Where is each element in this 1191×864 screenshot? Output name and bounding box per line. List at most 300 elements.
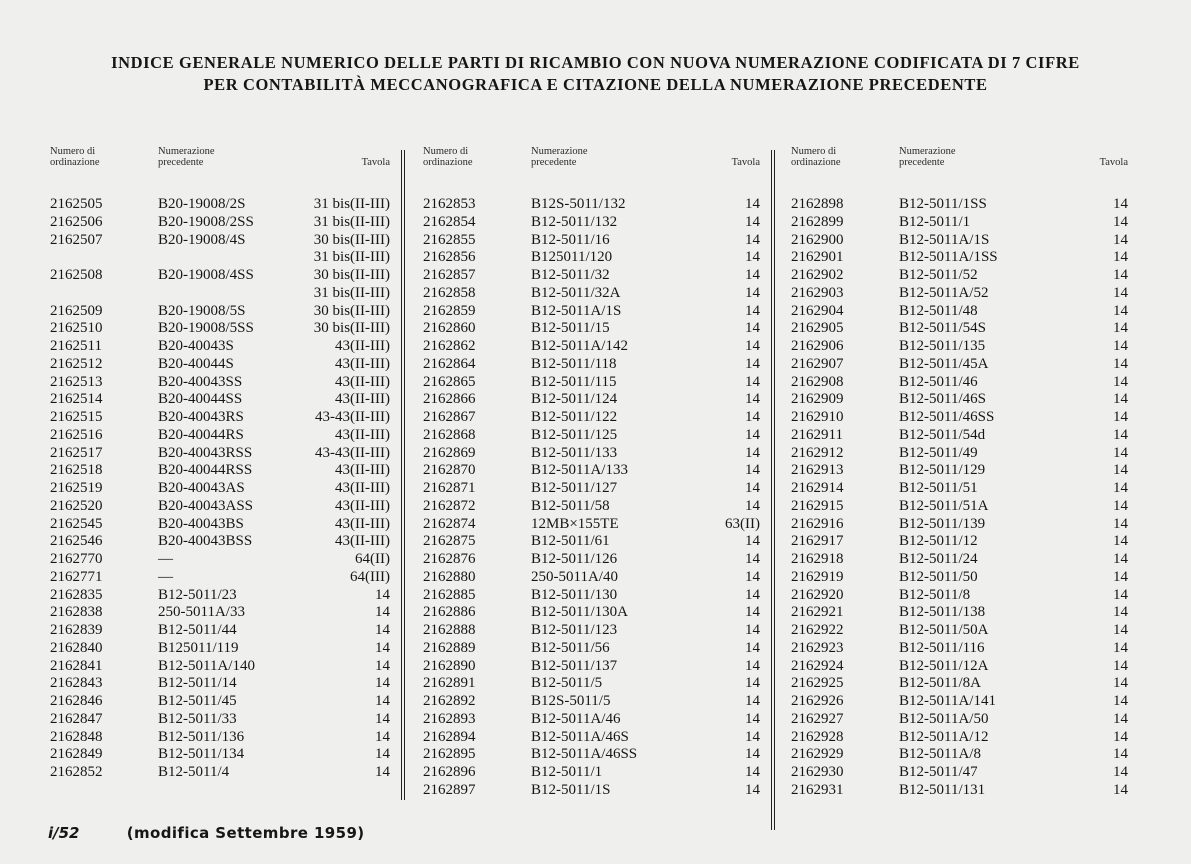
tavola-value: 30 bis(II-III) bbox=[313, 231, 390, 248]
table-row bbox=[423, 232, 760, 250]
order-number: 2162856 bbox=[423, 249, 476, 266]
previous-number: B20-40044SS bbox=[158, 391, 243, 408]
tavola-value: 14 bbox=[745, 586, 760, 603]
order-number: 2162917 bbox=[791, 533, 844, 550]
previous-number: B12-5011/58 bbox=[531, 497, 610, 514]
tavola-value: 14 bbox=[745, 444, 760, 461]
table-row bbox=[50, 409, 390, 427]
order-number: 2162507 bbox=[50, 231, 103, 248]
previous-number: B12-5011/50A bbox=[899, 622, 989, 638]
tavola-value: 14 bbox=[375, 657, 390, 674]
tavola-value: 14 bbox=[745, 622, 760, 638]
order-number: 2162885 bbox=[423, 586, 476, 603]
tavola-value: 14 bbox=[745, 426, 760, 443]
order-number: 2162508 bbox=[50, 267, 103, 283]
table-row bbox=[791, 711, 1128, 729]
tavola-value: 43-43(II-III) bbox=[315, 444, 390, 461]
table-row bbox=[423, 569, 760, 587]
order-number: 2162906 bbox=[791, 338, 844, 354]
tavola-value: 14 bbox=[1113, 710, 1128, 727]
order-number: 2162875 bbox=[423, 533, 476, 550]
previous-number: B20-40043SS bbox=[158, 373, 243, 390]
tavola-value: 64(II) bbox=[355, 551, 390, 567]
previous-number: B12-5011/123 bbox=[531, 622, 618, 638]
order-number: 2162925 bbox=[791, 675, 844, 692]
order-number: 2162771 bbox=[50, 568, 103, 585]
column-divider bbox=[771, 150, 775, 830]
previous-number: B12-5011/61 bbox=[531, 533, 610, 550]
tavola-value: 43(II-III) bbox=[335, 480, 390, 496]
previous-number: B20-40043BS bbox=[158, 515, 244, 532]
previous-number: B12-5011/116 bbox=[899, 639, 985, 656]
tavola-value: 14 bbox=[745, 781, 760, 798]
tavola-value: 14 bbox=[1113, 657, 1128, 674]
table-row bbox=[50, 320, 390, 338]
tavola-value: 30 bis(II-III) bbox=[313, 267, 390, 283]
table-row bbox=[50, 249, 390, 267]
order-number: 2162864 bbox=[423, 355, 476, 372]
previous-number: B12-5011/12 bbox=[899, 533, 978, 550]
order-number: 2162891 bbox=[423, 675, 476, 692]
order-number: 2162847 bbox=[50, 710, 103, 727]
table-row bbox=[50, 303, 390, 321]
tavola-value: 14 bbox=[745, 604, 760, 621]
tavola-value: 14 bbox=[1113, 497, 1128, 514]
order-number: 2162868 bbox=[423, 426, 476, 443]
previous-number: B20-19008/4SS bbox=[158, 267, 254, 283]
previous-number: B12-5011/8 bbox=[899, 586, 971, 603]
order-number: 2162910 bbox=[791, 409, 844, 425]
order-number: 2162855 bbox=[423, 231, 476, 248]
title-line-1: INDICE GENERALE NUMERICO DELLE PARTI DI RICAMBIO CON NUOVA NUMERAZIONE CODIFICATA DI 7 CIFRE bbox=[111, 53, 1080, 72]
previous-number: B12-5011/46S bbox=[899, 391, 986, 408]
previous-number: B12-5011A/52 bbox=[899, 284, 989, 301]
table-row bbox=[50, 516, 390, 534]
previous-number: B12-5011/132 bbox=[531, 213, 618, 230]
order-number: 2162515 bbox=[50, 409, 103, 425]
previous-number: B12-5011A/133 bbox=[531, 462, 628, 479]
previous-number: B12-5011/50 bbox=[899, 568, 978, 585]
order-number: 2162835 bbox=[50, 586, 103, 603]
tavola-value: 14 bbox=[745, 693, 760, 709]
table-row bbox=[50, 214, 390, 232]
previous-number: B12-5011A/46SS bbox=[531, 746, 638, 763]
tavola-value: 43(II-III) bbox=[335, 533, 390, 550]
order-number: 2162862 bbox=[423, 338, 476, 354]
table-row bbox=[791, 764, 1128, 782]
tavola-value: 31 bis(II-III) bbox=[313, 284, 390, 301]
header-tavola: Tavola bbox=[361, 157, 390, 168]
tavola-value: 14 bbox=[375, 693, 390, 709]
tavola-value: 14 bbox=[745, 355, 760, 372]
order-number: 2162921 bbox=[791, 604, 844, 621]
table-row bbox=[791, 604, 1128, 622]
previous-number: B12-5011/4 bbox=[158, 764, 230, 780]
table-row bbox=[423, 711, 760, 729]
previous-number: B12-5011/12A bbox=[899, 657, 989, 674]
tavola-value: 14 bbox=[1113, 231, 1128, 248]
tavola-value: 43(II-III) bbox=[335, 391, 390, 408]
table-row bbox=[50, 675, 390, 693]
table-row bbox=[423, 480, 760, 498]
tavola-value: 14 bbox=[1113, 267, 1128, 283]
order-number: 2162513 bbox=[50, 373, 103, 390]
header-tavola: Tavola bbox=[731, 157, 760, 168]
table-row bbox=[791, 498, 1128, 516]
tavola-value: 14 bbox=[375, 622, 390, 638]
previous-number: B12-5011A/1S bbox=[531, 302, 622, 319]
table-row bbox=[50, 746, 390, 764]
tavola-value: 14 bbox=[745, 213, 760, 230]
column-divider bbox=[401, 150, 405, 800]
previous-number: 250-5011A/40 bbox=[531, 568, 618, 585]
tavola-value: 43(II-III) bbox=[335, 462, 390, 479]
order-number: 2162912 bbox=[791, 444, 844, 461]
previous-number: B12-5011/1 bbox=[899, 213, 971, 230]
table-row bbox=[423, 196, 760, 214]
tavola-value: 14 bbox=[745, 764, 760, 780]
table-row bbox=[791, 640, 1128, 658]
previous-number: B12-5011A/8 bbox=[899, 746, 981, 763]
table-row bbox=[423, 622, 760, 640]
order-number: 2162908 bbox=[791, 373, 844, 390]
previous-number: B12-5011/54d bbox=[899, 426, 986, 443]
order-number: 2162911 bbox=[791, 426, 843, 443]
previous-number: B20-40043RS bbox=[158, 409, 244, 425]
previous-number: B12-5011A/1SS bbox=[899, 249, 998, 266]
order-number: 2162930 bbox=[791, 764, 844, 780]
previous-number: B12-5011/138 bbox=[899, 604, 986, 621]
tavola-value: 14 bbox=[375, 746, 390, 763]
order-number: 2162506 bbox=[50, 213, 103, 230]
tavola-value: 14 bbox=[745, 480, 760, 496]
tavola-value: 14 bbox=[1113, 355, 1128, 372]
previous-number: B12-5011/125 bbox=[531, 426, 618, 443]
table-row bbox=[50, 391, 390, 409]
previous-number: B20-19008/2SS bbox=[158, 213, 254, 230]
table-row bbox=[423, 249, 760, 267]
rows-list bbox=[50, 196, 390, 782]
tavola-value: 14 bbox=[745, 728, 760, 745]
table-row bbox=[423, 693, 760, 711]
order-number: 2162914 bbox=[791, 480, 844, 496]
previous-number: B12-5011A/46 bbox=[531, 710, 621, 727]
tavola-value: 31 bis(II-III) bbox=[313, 213, 390, 230]
table-row bbox=[791, 445, 1128, 463]
tavola-value: 14 bbox=[1113, 639, 1128, 656]
previous-number: B12-5011/24 bbox=[899, 551, 978, 567]
table-row bbox=[50, 480, 390, 498]
order-number: 2162872 bbox=[423, 497, 476, 514]
previous-number: B12-5011/46 bbox=[899, 373, 978, 390]
table-row bbox=[50, 764, 390, 782]
table-row bbox=[791, 622, 1128, 640]
table-row bbox=[791, 409, 1128, 427]
previous-number: B20-40043RSS bbox=[158, 444, 253, 461]
tavola-value: 43(II-III) bbox=[335, 426, 390, 443]
previous-number: 250-5011A/33 bbox=[158, 604, 245, 621]
tavola-value: 14 bbox=[745, 267, 760, 283]
previous-number: B12-5011/127 bbox=[531, 480, 618, 496]
table-row bbox=[423, 391, 760, 409]
table-row bbox=[423, 516, 760, 534]
order-number: 2162841 bbox=[50, 657, 103, 674]
table-row bbox=[423, 640, 760, 658]
order-number: 2162849 bbox=[50, 746, 103, 763]
tavola-value: 14 bbox=[1113, 728, 1128, 745]
order-number: 2162919 bbox=[791, 568, 844, 585]
tavola-value: 14 bbox=[745, 568, 760, 585]
order-number: 2162874 bbox=[423, 515, 476, 532]
tavola-value: 14 bbox=[1113, 249, 1128, 266]
previous-number: B12S-5011/132 bbox=[531, 196, 626, 212]
previous-number: B12S-5011/5 bbox=[531, 693, 611, 709]
table-row bbox=[423, 498, 760, 516]
table-row bbox=[50, 374, 390, 392]
table-row bbox=[791, 516, 1128, 534]
order-number: 2162929 bbox=[791, 746, 844, 763]
header-numerazione: Numerazione precedente bbox=[531, 146, 588, 168]
table-row bbox=[791, 196, 1128, 214]
previous-number: B12-5011/5 bbox=[531, 675, 603, 692]
table-row bbox=[50, 569, 390, 587]
tavola-value: 14 bbox=[375, 586, 390, 603]
previous-number: B12-5011A/140 bbox=[158, 657, 255, 674]
tavola-value: 43(II-III) bbox=[335, 497, 390, 514]
tavola-value: 14 bbox=[1113, 480, 1128, 496]
table-row bbox=[791, 675, 1128, 693]
order-number: 2162857 bbox=[423, 267, 476, 283]
order-number: 2162514 bbox=[50, 391, 103, 408]
order-number: 2162517 bbox=[50, 444, 103, 461]
previous-number: B12-5011/135 bbox=[899, 338, 986, 354]
order-number: 2162867 bbox=[423, 409, 476, 425]
order-number: 2162545 bbox=[50, 515, 103, 532]
order-number: 2162869 bbox=[423, 444, 476, 461]
previous-number: B12-5011/15 bbox=[531, 320, 610, 337]
tavola-value: 14 bbox=[745, 639, 760, 656]
header-numero: Numero di ordinazione bbox=[791, 146, 841, 168]
previous-number: B12-5011/118 bbox=[531, 355, 617, 372]
tavola-value: 14 bbox=[375, 764, 390, 780]
previous-number: B20-40043S bbox=[158, 338, 234, 354]
tavola-value: 14 bbox=[745, 320, 760, 337]
table-row bbox=[423, 303, 760, 321]
table-row bbox=[423, 658, 760, 676]
table-row bbox=[791, 746, 1128, 764]
order-number: 2162889 bbox=[423, 639, 476, 656]
tavola-value: 14 bbox=[1113, 196, 1128, 212]
table-row bbox=[791, 320, 1128, 338]
tavola-value: 14 bbox=[745, 391, 760, 408]
column-header bbox=[423, 146, 760, 190]
previous-number: B12-5011A/1S bbox=[899, 231, 990, 248]
previous-number: B20-40044RSS bbox=[158, 462, 253, 479]
previous-number: B12-5011/133 bbox=[531, 444, 618, 461]
previous-number: B12-5011/1 bbox=[531, 764, 603, 780]
previous-number: B12-5011/33 bbox=[158, 710, 237, 727]
column-header bbox=[50, 146, 390, 190]
table-row bbox=[50, 711, 390, 729]
tavola-value: 14 bbox=[745, 231, 760, 248]
table-row bbox=[50, 338, 390, 356]
order-number: 2162890 bbox=[423, 657, 476, 674]
table-row bbox=[791, 693, 1128, 711]
order-number: 2162893 bbox=[423, 710, 476, 727]
previous-number: B12-5011/115 bbox=[531, 373, 617, 390]
previous-number: B12-5011/16 bbox=[531, 231, 610, 248]
tavola-value: 14 bbox=[1113, 302, 1128, 319]
title-line-2: PER CONTABILITÀ MECCANOGRAFICA E CITAZIONE DELLA NUMERAZIONE PRECEDENTE bbox=[203, 75, 988, 94]
order-number: 2162859 bbox=[423, 302, 476, 319]
table-row bbox=[423, 267, 760, 285]
tavola-value: 14 bbox=[1113, 284, 1128, 301]
order-number: 2162931 bbox=[791, 781, 844, 798]
tavola-value: 14 bbox=[1113, 781, 1128, 798]
order-number: 2162770 bbox=[50, 551, 103, 567]
order-number: 2162904 bbox=[791, 302, 844, 319]
tavola-value: 43-43(II-III) bbox=[315, 409, 390, 425]
order-number: 2162898 bbox=[791, 196, 844, 212]
order-number: 2162866 bbox=[423, 391, 476, 408]
header-numerazione: Numerazione precedente bbox=[899, 146, 956, 168]
previous-number: B20-40044RS bbox=[158, 426, 244, 443]
previous-number: B12-5011/47 bbox=[899, 764, 978, 780]
tavola-value: 14 bbox=[745, 338, 760, 354]
tavola-value: 14 bbox=[1113, 533, 1128, 550]
tavola-value: 14 bbox=[745, 533, 760, 550]
tavola-value: 14 bbox=[745, 551, 760, 567]
order-number: 2162505 bbox=[50, 196, 103, 212]
table-row bbox=[50, 693, 390, 711]
tavola-value: 64(III) bbox=[350, 568, 390, 585]
tavola-value: 14 bbox=[375, 639, 390, 656]
previous-number: B12-5011/134 bbox=[158, 746, 245, 763]
previous-number: B12-5011/32 bbox=[531, 267, 610, 283]
header-numero: Numero di ordinazione bbox=[423, 146, 473, 168]
index-column-1 bbox=[50, 146, 390, 780]
previous-number: B12-5011/56 bbox=[531, 639, 610, 656]
table-row bbox=[50, 427, 390, 445]
table-row bbox=[791, 285, 1128, 303]
order-number: 2162839 bbox=[50, 622, 103, 638]
previous-number: — bbox=[158, 551, 173, 567]
order-number: 2162920 bbox=[791, 586, 844, 603]
tavola-value: 14 bbox=[745, 284, 760, 301]
previous-number: B12-5011A/12 bbox=[899, 728, 989, 745]
previous-number: B20-40043AS bbox=[158, 480, 245, 496]
order-number: 2162892 bbox=[423, 693, 476, 709]
tavola-value: 14 bbox=[745, 675, 760, 692]
tavola-value: 14 bbox=[1113, 586, 1128, 603]
tavola-value: 14 bbox=[1113, 213, 1128, 230]
order-number: 2162846 bbox=[50, 693, 103, 709]
table-row bbox=[423, 285, 760, 303]
previous-number: 12MB×155TE bbox=[531, 515, 619, 532]
order-number: 2162902 bbox=[791, 267, 844, 283]
order-number: 2162888 bbox=[423, 622, 476, 638]
previous-number: B12-5011/130A bbox=[531, 604, 628, 621]
tavola-value: 43(II-III) bbox=[335, 373, 390, 390]
tavola-value: 14 bbox=[1113, 551, 1128, 567]
table-row bbox=[50, 232, 390, 250]
table-row bbox=[50, 729, 390, 747]
table-row bbox=[50, 462, 390, 480]
page-footer bbox=[48, 824, 365, 842]
previous-number: B125011/120 bbox=[531, 249, 613, 266]
order-number: 2162509 bbox=[50, 302, 103, 319]
header-numero: Numero di ordinazione bbox=[50, 146, 100, 168]
tavola-value: 14 bbox=[745, 657, 760, 674]
table-row bbox=[791, 462, 1128, 480]
table-row bbox=[791, 303, 1128, 321]
order-number: 2162838 bbox=[50, 604, 103, 621]
header-numerazione: Numerazione precedente bbox=[158, 146, 215, 168]
order-number: 2162907 bbox=[791, 355, 844, 372]
previous-number: B12-5011/124 bbox=[531, 391, 618, 408]
rows-list bbox=[791, 196, 1128, 800]
table-row bbox=[423, 356, 760, 374]
tavola-value: 43(II-III) bbox=[335, 355, 390, 372]
order-number: 2162512 bbox=[50, 355, 103, 372]
order-number: 2162913 bbox=[791, 462, 844, 479]
table-row bbox=[791, 232, 1128, 250]
tavola-value: 30 bis(II-III) bbox=[313, 302, 390, 319]
order-number: 2162895 bbox=[423, 746, 476, 763]
previous-number: B12-5011/54S bbox=[899, 320, 986, 337]
tavola-value: 43(II-III) bbox=[335, 515, 390, 532]
previous-number: B12-5011A/142 bbox=[531, 338, 628, 354]
tavola-value: 14 bbox=[745, 462, 760, 479]
header-tavola: Tavola bbox=[1099, 157, 1128, 168]
order-number: 2162516 bbox=[50, 426, 103, 443]
previous-number: B12-5011/8A bbox=[899, 675, 981, 692]
order-number: 2162876 bbox=[423, 551, 476, 567]
table-row bbox=[423, 782, 760, 800]
order-number: 2162896 bbox=[423, 764, 476, 780]
tavola-value: 14 bbox=[1113, 622, 1128, 638]
order-number: 2162520 bbox=[50, 497, 103, 514]
previous-number: B12-5011/49 bbox=[899, 444, 978, 461]
previous-number: B12-5011/46SS bbox=[899, 409, 995, 425]
table-row bbox=[791, 249, 1128, 267]
order-number: 2162909 bbox=[791, 391, 844, 408]
tavola-value: 14 bbox=[1113, 444, 1128, 461]
order-number: 2162915 bbox=[791, 497, 844, 514]
order-number: 2162926 bbox=[791, 693, 844, 709]
tavola-value: 30 bis(II-III) bbox=[313, 320, 390, 337]
tavola-value: 14 bbox=[1113, 320, 1128, 337]
previous-number: B20-19008/2S bbox=[158, 196, 246, 212]
table-row bbox=[50, 640, 390, 658]
order-number: 2162871 bbox=[423, 480, 476, 496]
tavola-value: 14 bbox=[1113, 391, 1128, 408]
table-row bbox=[50, 658, 390, 676]
table-row bbox=[50, 445, 390, 463]
table-row bbox=[50, 267, 390, 285]
order-number: 2162901 bbox=[791, 249, 844, 266]
previous-number: B12-5011/45A bbox=[899, 355, 989, 372]
table-row bbox=[791, 569, 1128, 587]
column-header bbox=[791, 146, 1128, 190]
table-row bbox=[791, 587, 1128, 605]
table-row bbox=[791, 338, 1128, 356]
order-number: 2162852 bbox=[50, 764, 103, 780]
previous-number: B12-5011/52 bbox=[899, 267, 978, 283]
previous-number: B12-5011/136 bbox=[158, 728, 245, 745]
tavola-value: 14 bbox=[745, 746, 760, 763]
previous-number: B12-5011/32A bbox=[531, 284, 621, 301]
